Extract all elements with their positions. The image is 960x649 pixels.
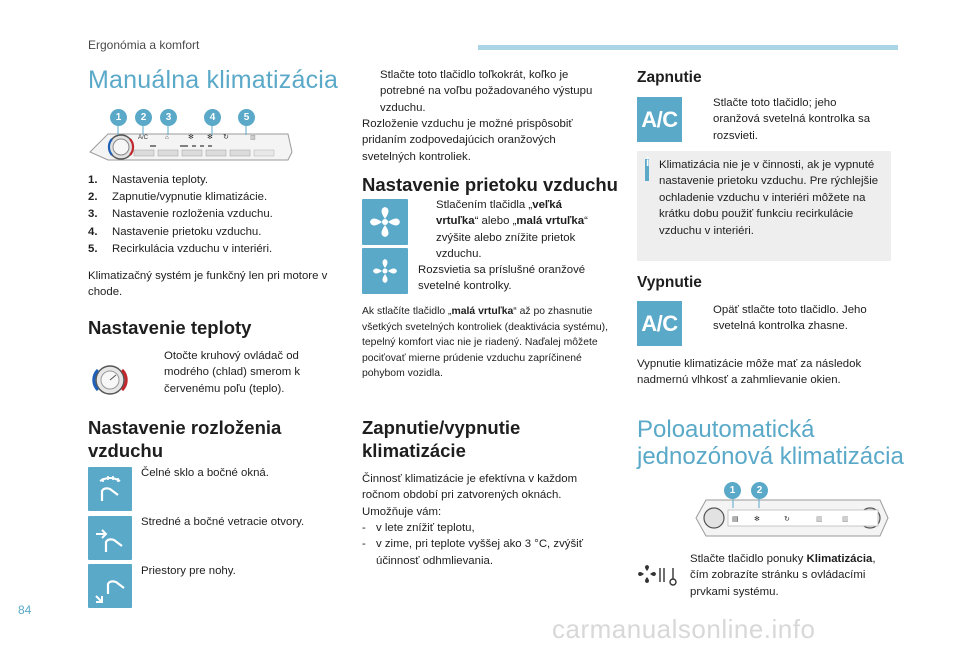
face-vents-icon — [88, 516, 132, 560]
svg-text:▥: ▥ — [816, 516, 823, 523]
svg-text:▤: ▤ — [732, 516, 739, 523]
info-box: i Klimatizácia nie je v činnosti, ak je vypnuté nastavenie prietoku vzduchu. Pre rýchlejšie ochladenie vzduchu v interiéri môžete na krátku dobu použiť funkciu recirkulácie vzduchu v interiéri. — [637, 151, 891, 261]
distribution-bullet: Stlačte toto tlačidlo toľkokrát, koľko je potrebné na voľbu požadovaného výstupu vzduchu. — [362, 67, 612, 116]
distribution-heading: Nastavenie rozloženia vzduchu — [88, 417, 282, 461]
legend-item: 5. Recirkulácia vzduchu v interiéri. — [88, 242, 273, 255]
legend-item: 1. Nastavenia teploty. — [88, 174, 209, 186]
semi-callout-badge-2: 2 — [751, 482, 768, 499]
ac-button-off-icon: A/C — [637, 301, 682, 346]
chapter-title: Ergonómia a komfort — [88, 38, 200, 52]
svg-text:✻: ✻ — [188, 134, 194, 141]
off-paragraph: Vypnutie klimatizácie môže mať za následok nadmernú vlhkosť a zahmlievanie okien. — [637, 358, 862, 387]
temp-bullet: Otočte kruhový ovládač od modrého (chlad) smerom k červenému poľu (teplo). — [146, 348, 326, 397]
semi-auto-text: Stlačte tlačidlo ponuky Klimatizácia, čím zobrazíte stránku s ovládacími prvkami systému. — [690, 553, 876, 598]
legend-list — [88, 172, 338, 258]
info-text: Klimatizácia nie je v činnosti, ak je vypnuté nastavenie prietoku vzduchu. Pre rýchlejšie ochladenie vzduchu v interiéri môžete na krátku dobu použiť funkciu recirkulácie vzduchu v interiéri. — [659, 159, 879, 237]
semi-callout-badge-1: 1 — [724, 482, 741, 499]
svg-text:A/C: A/C — [138, 135, 149, 141]
callout-badge-5: 5 — [238, 109, 255, 126]
watermark: carmanualsonline.info — [552, 614, 816, 644]
distribution-item-vents: Stredné a bočné vetracie otvory. — [141, 516, 305, 528]
flow-small-note: Ak stlačíte tlačidlo „malá vrtuľka“ až po zhasnutie všetkých svetelných kontroliek (deaktivácia systému), tepelný komfort viac nie je riadený. Naďalej môžete pociťovať mierne prúdenie vzduchu zapríčinené pohybom vozidla. — [362, 306, 609, 380]
header-bar — [478, 45, 898, 50]
engine-note: Klimatizačný systém je funkčný len pri motore v chode. — [88, 270, 328, 299]
distribution-item-footwell: Priestory pre nohy. — [141, 565, 236, 577]
off-heading: Vypnutie — [637, 274, 702, 291]
legend-item: 4. Nastavenie prietoku vzduchu. — [88, 225, 262, 238]
temp-knob-icon — [86, 360, 134, 400]
onoff-paragraph: Činnosť klimatizácie je efektívna v každom ročnom období pri zatvorených oknách. — [362, 473, 578, 502]
callout-badge-2: 2 — [135, 109, 152, 126]
bullet-icon — [418, 197, 436, 263]
temp-heading: Nastavenie teploty — [88, 317, 252, 338]
legend-item: 3. Nastavenie rozloženia vzduchu. — [88, 208, 273, 221]
onoff-heading: Zapnutie/vypnutie klimatizácie — [362, 417, 521, 461]
flow-heading: Nastavenie prietoku vzduchu — [362, 174, 618, 195]
large-fan-icon — [362, 199, 408, 245]
ac-button-icon: A/C — [637, 97, 682, 142]
small-fan-icon — [362, 248, 408, 294]
svg-text:✻: ✻ — [754, 516, 760, 523]
onoff-dash-list: - v lete znížiť teplotu, - v zime, pri teplote vyššej ako 3 °C, zvýšiť účinnosť odhmlievania. — [362, 522, 583, 567]
distribution-paragraph: Rozloženie vzduchu je možné prispôsobiť pridaním zodpovedajúcich oranžových svetelných kontroliek. — [362, 118, 573, 163]
svg-text:✻: ✻ — [207, 134, 213, 141]
svg-text:⌂: ⌂ — [165, 135, 169, 141]
svg-text:▥: ▥ — [842, 516, 849, 523]
svg-text:▥: ▥ — [250, 135, 256, 141]
distribution-item-windscreen: Čelné sklo a bočné okná. — [141, 467, 269, 479]
bullet-icon — [695, 95, 713, 144]
page-number: 84 — [18, 603, 32, 617]
flow-bullet: Stlačením tlačidla „veľká vrtuľka“ alebo „malá vrtuľka“ zvýšite alebo znížite prietok vzduchu. — [418, 197, 603, 263]
legend-item: 2. Zapnutie/vypnutie klimatizácie. — [88, 191, 268, 204]
callout-badge-4: 4 — [204, 109, 221, 126]
svg-text:↻: ↻ — [784, 516, 790, 523]
climate-menu-icon — [637, 562, 679, 592]
on-heading: Zapnutie — [637, 69, 702, 86]
onoff-lead: Umožňuje vám: — [362, 506, 442, 518]
on-bullet: Stlačte toto tlačidlo; jeho oranžová svetelná kontrolka sa rozsvieti. — [695, 95, 885, 144]
bullet-icon — [362, 67, 380, 116]
flow-paragraph: Rozsvietia sa príslušné oranžové svetelné kontrolky. — [418, 264, 586, 293]
semi-auto-panel-illustration — [692, 488, 892, 546]
callout-badge-1: 1 — [110, 109, 127, 126]
svg-text:↻: ↻ — [223, 134, 229, 141]
page-title: Manuálna klimatizácia — [88, 66, 339, 94]
bullet-icon — [695, 302, 713, 335]
off-bullet: Opäť stlačte toto tlačidlo. Jeho svetelná kontrolka zhasne. — [695, 302, 885, 335]
bullet-icon — [146, 348, 164, 397]
footwell-icon — [88, 564, 132, 608]
windscreen-defrost-icon — [88, 467, 132, 511]
callout-badge-3: 3 — [160, 109, 177, 126]
semi-auto-title: Poloautomatická jednozónová klimatizácia — [637, 416, 904, 470]
